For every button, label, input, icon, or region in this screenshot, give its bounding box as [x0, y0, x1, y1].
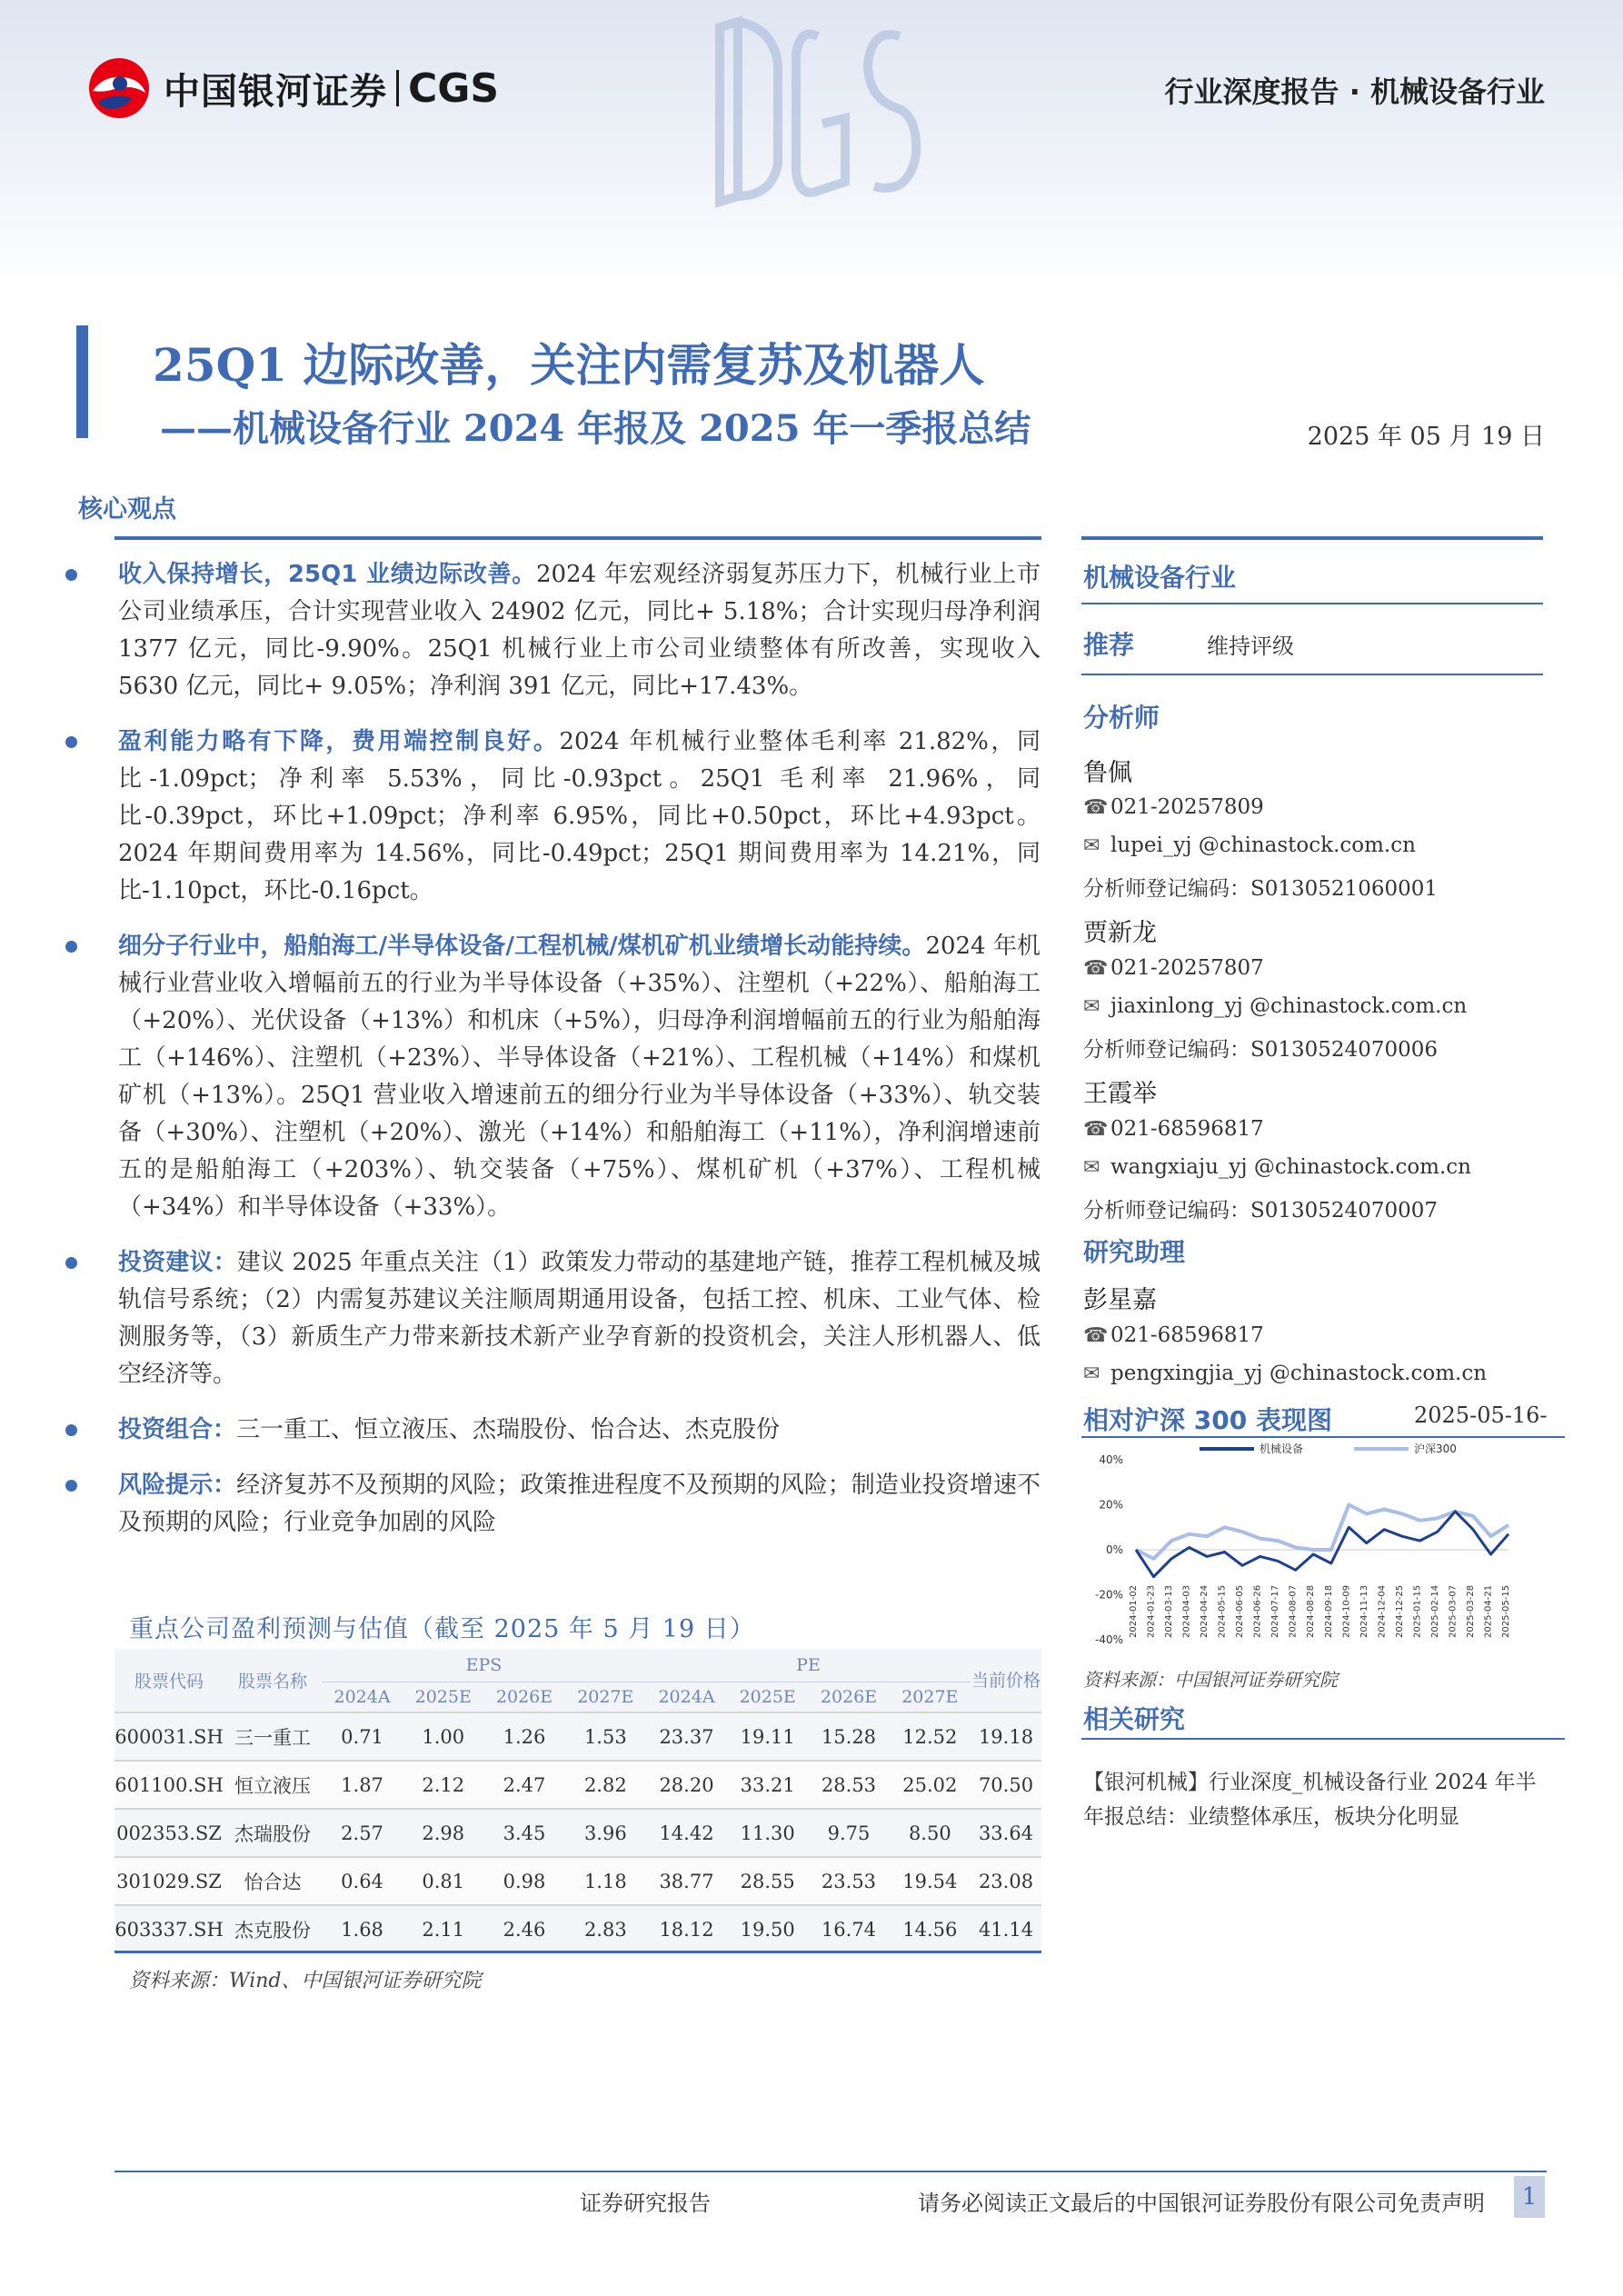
th-year: 2026E	[808, 1682, 889, 1712]
bullet-heading: 收入保持增长，25Q1 业绩边际改善。	[118, 561, 536, 588]
rating-value: 维持评级	[1207, 634, 1294, 659]
bullet-text: 建议 2025 年重点关注（1）政策发力带动的基建地产链，推荐工程机械及城轨信号系统；（2）内需复苏建议关注顺周期通用设备，包括工控、机床、工业气体、检测服务等，（3）新质生产力带来新技术新产业孕育新的投资机会，关注人形机器人、低空经济等。	[118, 1249, 1041, 1388]
x-tick-label: 2024-04-03	[1181, 1584, 1192, 1638]
cell-name: 杰克股份	[224, 1905, 322, 1953]
assistant-heading: 研究助理	[1083, 1237, 1186, 1267]
bullet-text: 2024 年机械行业整体毛利率 21.82%，同比-1.09pct；净利率 5.53%，同比-0.93pct。25Q1 毛利率 21.96%，同比-0.39pct，环比+1.09pct；净利率 6.95%，同比+0.50pct，环比+4.93pct。2024 年期间费用率为 14.56%，同比-0.49pct；25Q1 期间费用率为 14.21%，同比-1.10pct，环比-0.16pct。	[118, 728, 1041, 904]
cell-pe: 12.52	[890, 1712, 971, 1761]
bullet-risk	[118, 1467, 1041, 1542]
bullet-dot-icon	[65, 941, 77, 953]
rating-label: 推荐	[1083, 630, 1135, 660]
cell-pe: 8.50	[890, 1809, 971, 1857]
chart-heading: 相对沪深 300 表现图	[1083, 1405, 1332, 1435]
bullet-portfolio	[118, 1412, 1041, 1449]
bullet-heading: 风险提示：	[118, 1472, 237, 1499]
bullet-subsectors	[118, 928, 1041, 1226]
y-tick-label: 40%	[1099, 1453, 1123, 1466]
analyst-name: 贾新龙	[1083, 919, 1157, 947]
cell-eps: 0.98	[483, 1857, 564, 1905]
page-subtitle: ——机械设备行业 2024 年报及 2025 年一季报总结	[160, 407, 1031, 450]
cell-code: 600031.SH	[115, 1712, 224, 1761]
phone-icon: ☎	[1083, 1117, 1109, 1141]
x-tick-label: 2025-02-14	[1429, 1584, 1440, 1638]
x-tick-label: 2025-05-15	[1501, 1584, 1511, 1638]
x-tick-label: 2024-06-26	[1252, 1584, 1263, 1638]
page-title: 25Q1 边际改善，关注内需复苏及机器人	[153, 338, 985, 392]
x-tick-label: 2025-03-07	[1448, 1584, 1459, 1638]
company-logo	[87, 56, 499, 120]
cell-pe: 18.12	[646, 1905, 727, 1953]
cell-code: 301029.SZ	[115, 1857, 224, 1905]
cell-eps: 0.71	[322, 1712, 403, 1761]
cell-eps: 2.98	[403, 1809, 483, 1857]
phone-icon: ☎	[1083, 795, 1109, 819]
phone-icon: ☎	[1083, 956, 1109, 980]
assistant-email[interactable]	[1083, 1362, 1487, 1385]
cell-eps: 2.11	[403, 1905, 483, 1953]
x-tick-label: 2025-01-15	[1412, 1584, 1423, 1638]
analyst-email[interactable]	[1083, 994, 1467, 1018]
analyst-reg: 分析师登记编码：S0130524070006	[1083, 1038, 1438, 1062]
cell-eps: 2.46	[483, 1905, 564, 1953]
logo-separator	[396, 70, 399, 106]
x-tick-label: 2024-05-15	[1217, 1584, 1228, 1638]
table-row	[115, 1857, 1041, 1905]
cell-eps: 2.47	[483, 1761, 564, 1809]
cell-name: 杰瑞股份	[224, 1809, 322, 1857]
x-tick-label: 2024-01-02	[1129, 1584, 1139, 1638]
th-year: 2024A	[322, 1682, 403, 1712]
header-banner	[0, 0, 1623, 291]
cell-name: 恒立液压	[224, 1761, 322, 1809]
cell-pe: 25.02	[890, 1761, 971, 1809]
cell-eps: 1.18	[565, 1857, 646, 1905]
cell-pe: 23.37	[646, 1712, 727, 1761]
bullet-heading: 盈利能力略有下降，费用端控制良好。	[118, 728, 560, 755]
bullet-dot-icon	[65, 569, 77, 581]
x-tick-label: 2024-01-23	[1146, 1584, 1157, 1638]
table-title: 重点公司盈利预测与估值（截至 2025 年 5 月 19 日）	[129, 1615, 755, 1643]
page-number: 1	[1514, 2176, 1545, 2218]
envelope-icon: ✉	[1083, 1362, 1100, 1385]
cell-pe: 28.55	[727, 1857, 808, 1905]
table-row	[115, 1712, 1041, 1761]
cell-pe: 11.30	[727, 1809, 808, 1857]
report-date: 2025 年 05 月 19 日	[1307, 423, 1545, 451]
x-tick-label: 2024-03-13	[1164, 1584, 1175, 1638]
th-pe: PE	[646, 1649, 971, 1682]
chart-source: 资料来源：中国银河证券研究院	[1083, 1669, 1338, 1691]
th-year: 2027E	[565, 1682, 646, 1712]
analyst-phone	[1083, 795, 1264, 819]
email-text[interactable]: jiaxinlong_yj @chinastock.com.cn	[1110, 994, 1468, 1018]
y-tick-label: 0%	[1105, 1543, 1123, 1556]
x-tick-label: 2024-08-07	[1288, 1584, 1299, 1638]
cell-price: 33.64	[971, 1809, 1041, 1857]
email-text[interactable]: lupei_yj @chinastock.com.cn	[1110, 834, 1416, 857]
th-year: 2025E	[403, 1682, 483, 1712]
cell-pe: 19.54	[890, 1857, 971, 1905]
bullet-text: 经济复苏不及预期的风险；政策推进程度不及预期的风险；制造业投资增速不及预期的风险；行业竞争加剧的风险	[118, 1472, 1041, 1536]
cell-eps: 1.26	[483, 1712, 564, 1761]
cell-price: 70.50	[971, 1761, 1041, 1809]
legend-label: 沪深300	[1414, 1442, 1457, 1455]
core-bullets	[118, 556, 1041, 1560]
bullet-profitability	[118, 724, 1041, 910]
sidebar-industry: 机械设备行业	[1083, 563, 1237, 593]
th-code: 股票代码	[115, 1649, 224, 1712]
sidebar-top-rule	[1081, 536, 1543, 540]
footer-disclaimer: 请务必阅读正文最后的中国银河证券股份有限公司免责声明	[918, 2191, 1485, 2216]
th-name: 股票名称	[224, 1649, 322, 1712]
legend-label: 机械设备	[1260, 1442, 1304, 1455]
sidebar-rule	[1081, 674, 1543, 675]
cell-pe: 28.53	[808, 1761, 889, 1809]
cgs-watermark-icon	[0, 0, 1623, 291]
bullet-investment-advice	[118, 1244, 1041, 1393]
bullet-text: 三一重工、恒立液压、杰瑞股份、怡合达、杰克股份	[236, 1416, 781, 1443]
analyst-reg: 分析师登记编码：S0130524070007	[1083, 1199, 1438, 1223]
footer-label: 证券研究报告	[580, 2191, 711, 2216]
cell-eps: 2.83	[565, 1905, 646, 1953]
cell-eps: 2.57	[322, 1809, 403, 1857]
table-row	[115, 1761, 1041, 1809]
x-tick-label: 2024-10-09	[1341, 1584, 1352, 1638]
bullet-revenue	[118, 556, 1041, 705]
phone-icon: ☎	[1083, 1323, 1109, 1347]
x-tick-label: 2024-08-28	[1306, 1584, 1317, 1638]
cell-eps: 1.68	[322, 1905, 403, 1953]
envelope-icon: ✉	[1083, 1155, 1100, 1179]
bullet-text: 2024 年机械行业营业收入增幅前五的行业为半导体设备（+35%）、注塑机（+22%）、船舶海工（+20%）、光伏设备（+13%）和机床（+5%），归母净利润增幅前五的行业为船舶海工（+146%）、注塑机（+23%）、半导体设备（+21%）、工程机械（+14%）和煤机矿机（+13%）。25Q1 营业收入增速前五的细分行业为半导体设备（+33%）、轨交装备（+30%）、注塑机（+20%）、激光（+14%）和船舶海工（+11%），净利润增速前五的是船舶海工（+203%）、轨交装备（+75%）、煤机矿机（+37%）、工程机械（+34%）和半导体设备（+33%）。	[118, 933, 1041, 1221]
cell-price: 23.08	[971, 1857, 1041, 1905]
cell-eps: 3.45	[483, 1809, 564, 1857]
phone-text: 021-68596817	[1110, 1323, 1264, 1347]
th-year: 2027E	[890, 1682, 971, 1712]
bullet-dot-icon	[65, 1480, 77, 1492]
valuation-table	[115, 1649, 1041, 1953]
x-tick-label: 2025-04-21	[1483, 1584, 1494, 1638]
analyst-email[interactable]	[1083, 1155, 1471, 1179]
cell-pe: 19.50	[727, 1905, 808, 1953]
y-tick-label: -20%	[1094, 1588, 1123, 1602]
title-accent-bar	[76, 325, 88, 438]
related-research-link[interactable]: 【银河机械】行业深度_机械设备行业 2024 年半年报总结：业绩整体承压，板块分化明显	[1083, 1771, 1537, 1829]
cell-code: 603337.SH	[115, 1905, 224, 1953]
cell-eps: 2.82	[565, 1761, 646, 1809]
analyst-heading: 分析师	[1083, 703, 1160, 733]
cell-pe: 38.77	[646, 1857, 727, 1905]
sidebar-rule	[1081, 1436, 1565, 1438]
y-tick-label: -40%	[1094, 1633, 1123, 1646]
assistant-phone	[1083, 1323, 1264, 1347]
core-viewpoint-label: 核心观点	[78, 495, 176, 524]
cell-pe: 14.56	[890, 1905, 971, 1953]
sidebar-rule	[1081, 603, 1543, 604]
cell-pe: 14.42	[646, 1809, 727, 1857]
cell-name: 怡合达	[224, 1857, 322, 1905]
phone-text: 021-20257807	[1110, 956, 1264, 980]
assistant-name: 彭星嘉	[1083, 1286, 1157, 1314]
cell-pe: 28.20	[646, 1761, 727, 1809]
x-tick-label: 2024-09-18	[1323, 1584, 1334, 1638]
th-eps: EPS	[322, 1649, 646, 1682]
cell-pe: 9.75	[808, 1809, 889, 1857]
x-tick-label: 2024-04-24	[1200, 1584, 1210, 1638]
cell-pe: 16.74	[808, 1905, 889, 1953]
bullet-dot-icon	[65, 736, 77, 748]
x-tick-label: 2024-11-13	[1359, 1584, 1369, 1638]
th-year: 2024A	[646, 1682, 727, 1712]
bullet-dot-icon	[65, 1257, 77, 1269]
cell-price: 41.14	[971, 1905, 1041, 1953]
bullet-dot-icon	[65, 1424, 77, 1436]
core-rule	[115, 536, 1041, 540]
phone-text: 021-20257809	[1110, 795, 1264, 819]
email-text[interactable]: pengxingjia_yj @chinastock.com.cn	[1110, 1362, 1488, 1385]
analyst-name: 王霞举	[1083, 1080, 1157, 1108]
cell-eps: 2.12	[403, 1761, 483, 1809]
x-tick-label: 2024-06-05	[1235, 1584, 1246, 1638]
bullet-heading: 投资建议：	[118, 1249, 237, 1276]
related-heading: 相关研究	[1083, 1704, 1186, 1734]
th-year: 2025E	[727, 1682, 808, 1712]
cell-eps: 0.81	[403, 1857, 483, 1905]
bullet-heading: 细分子行业中，船舶海工/半导体设备/工程机械/煤机矿机业绩增长动能持续。	[118, 933, 926, 960]
cell-code: 002353.SZ	[115, 1809, 224, 1857]
cell-pe: 23.53	[808, 1857, 889, 1905]
envelope-icon: ✉	[1083, 994, 1100, 1018]
cell-pe: 19.11	[727, 1712, 808, 1761]
phone-text: 021-68596817	[1110, 1117, 1264, 1141]
report-type: 行业深度报告 · 机械设备行业	[1164, 75, 1545, 109]
bullet-heading: 投资组合：	[118, 1416, 237, 1443]
envelope-icon: ✉	[1083, 834, 1100, 857]
table-row	[115, 1809, 1041, 1857]
email-text[interactable]: wangxiaju_yj @chinastock.com.cn	[1110, 1155, 1471, 1179]
cell-eps: 1.00	[403, 1712, 483, 1761]
analyst-email[interactable]	[1083, 834, 1416, 857]
cell-pe: 15.28	[808, 1712, 889, 1761]
logo-name: 中国银河证券	[164, 70, 387, 113]
cell-pe: 33.21	[727, 1761, 808, 1809]
bullet-text: 2024 年宏观经济弱复苏压力下，机械行业上市公司业绩承压，合计实现营业收入 24902 亿元，同比+ 5.18%；合计实现归母净利润 1377 亿元，同比-9.90%。25Q1 机械行业上市公司业绩整体有所改善，实现收入 5630 亿元，同比+ 9.05%；净利润 391 亿元，同比+17.43%。	[118, 561, 1041, 700]
table-bottom-rule	[115, 1951, 1041, 1953]
series-line-machinery	[1136, 1512, 1508, 1577]
th-year: 2026E	[483, 1682, 564, 1712]
table-source: 资料来源：Wind、中国银河证券研究院	[129, 1970, 482, 1992]
x-tick-label: 2024-07-17	[1270, 1584, 1281, 1638]
x-tick-label: 2024-12-25	[1394, 1584, 1405, 1638]
cell-eps: 1.53	[565, 1712, 646, 1761]
cell-eps: 0.64	[322, 1857, 403, 1905]
chart-date: 2025-05-16-	[1414, 1403, 1548, 1428]
cell-price: 19.18	[971, 1712, 1041, 1761]
logo-en: CGS	[408, 65, 500, 112]
analyst-phone	[1083, 1117, 1264, 1141]
x-tick-label: 2024-12-04	[1377, 1584, 1388, 1638]
cell-name: 三一重工	[224, 1712, 322, 1761]
analyst-phone	[1083, 956, 1264, 980]
analyst-name: 鲁佩	[1083, 759, 1132, 787]
footer-rule	[115, 2171, 1547, 2172]
analyst-reg: 分析师登记编码：S0130521060001	[1083, 877, 1438, 901]
relative-performance-chart	[1081, 1440, 1572, 1658]
table-row	[115, 1905, 1041, 1953]
cgs-logo-icon	[87, 56, 151, 120]
y-tick-label: 20%	[1099, 1498, 1123, 1512]
cell-code: 601100.SH	[115, 1761, 224, 1809]
sidebar-rule	[1081, 1738, 1565, 1740]
x-tick-label: 2025-03-28	[1465, 1584, 1476, 1638]
cell-eps: 1.87	[322, 1761, 403, 1809]
cell-eps: 3.96	[565, 1809, 646, 1857]
th-price: 当前价格	[971, 1649, 1041, 1712]
